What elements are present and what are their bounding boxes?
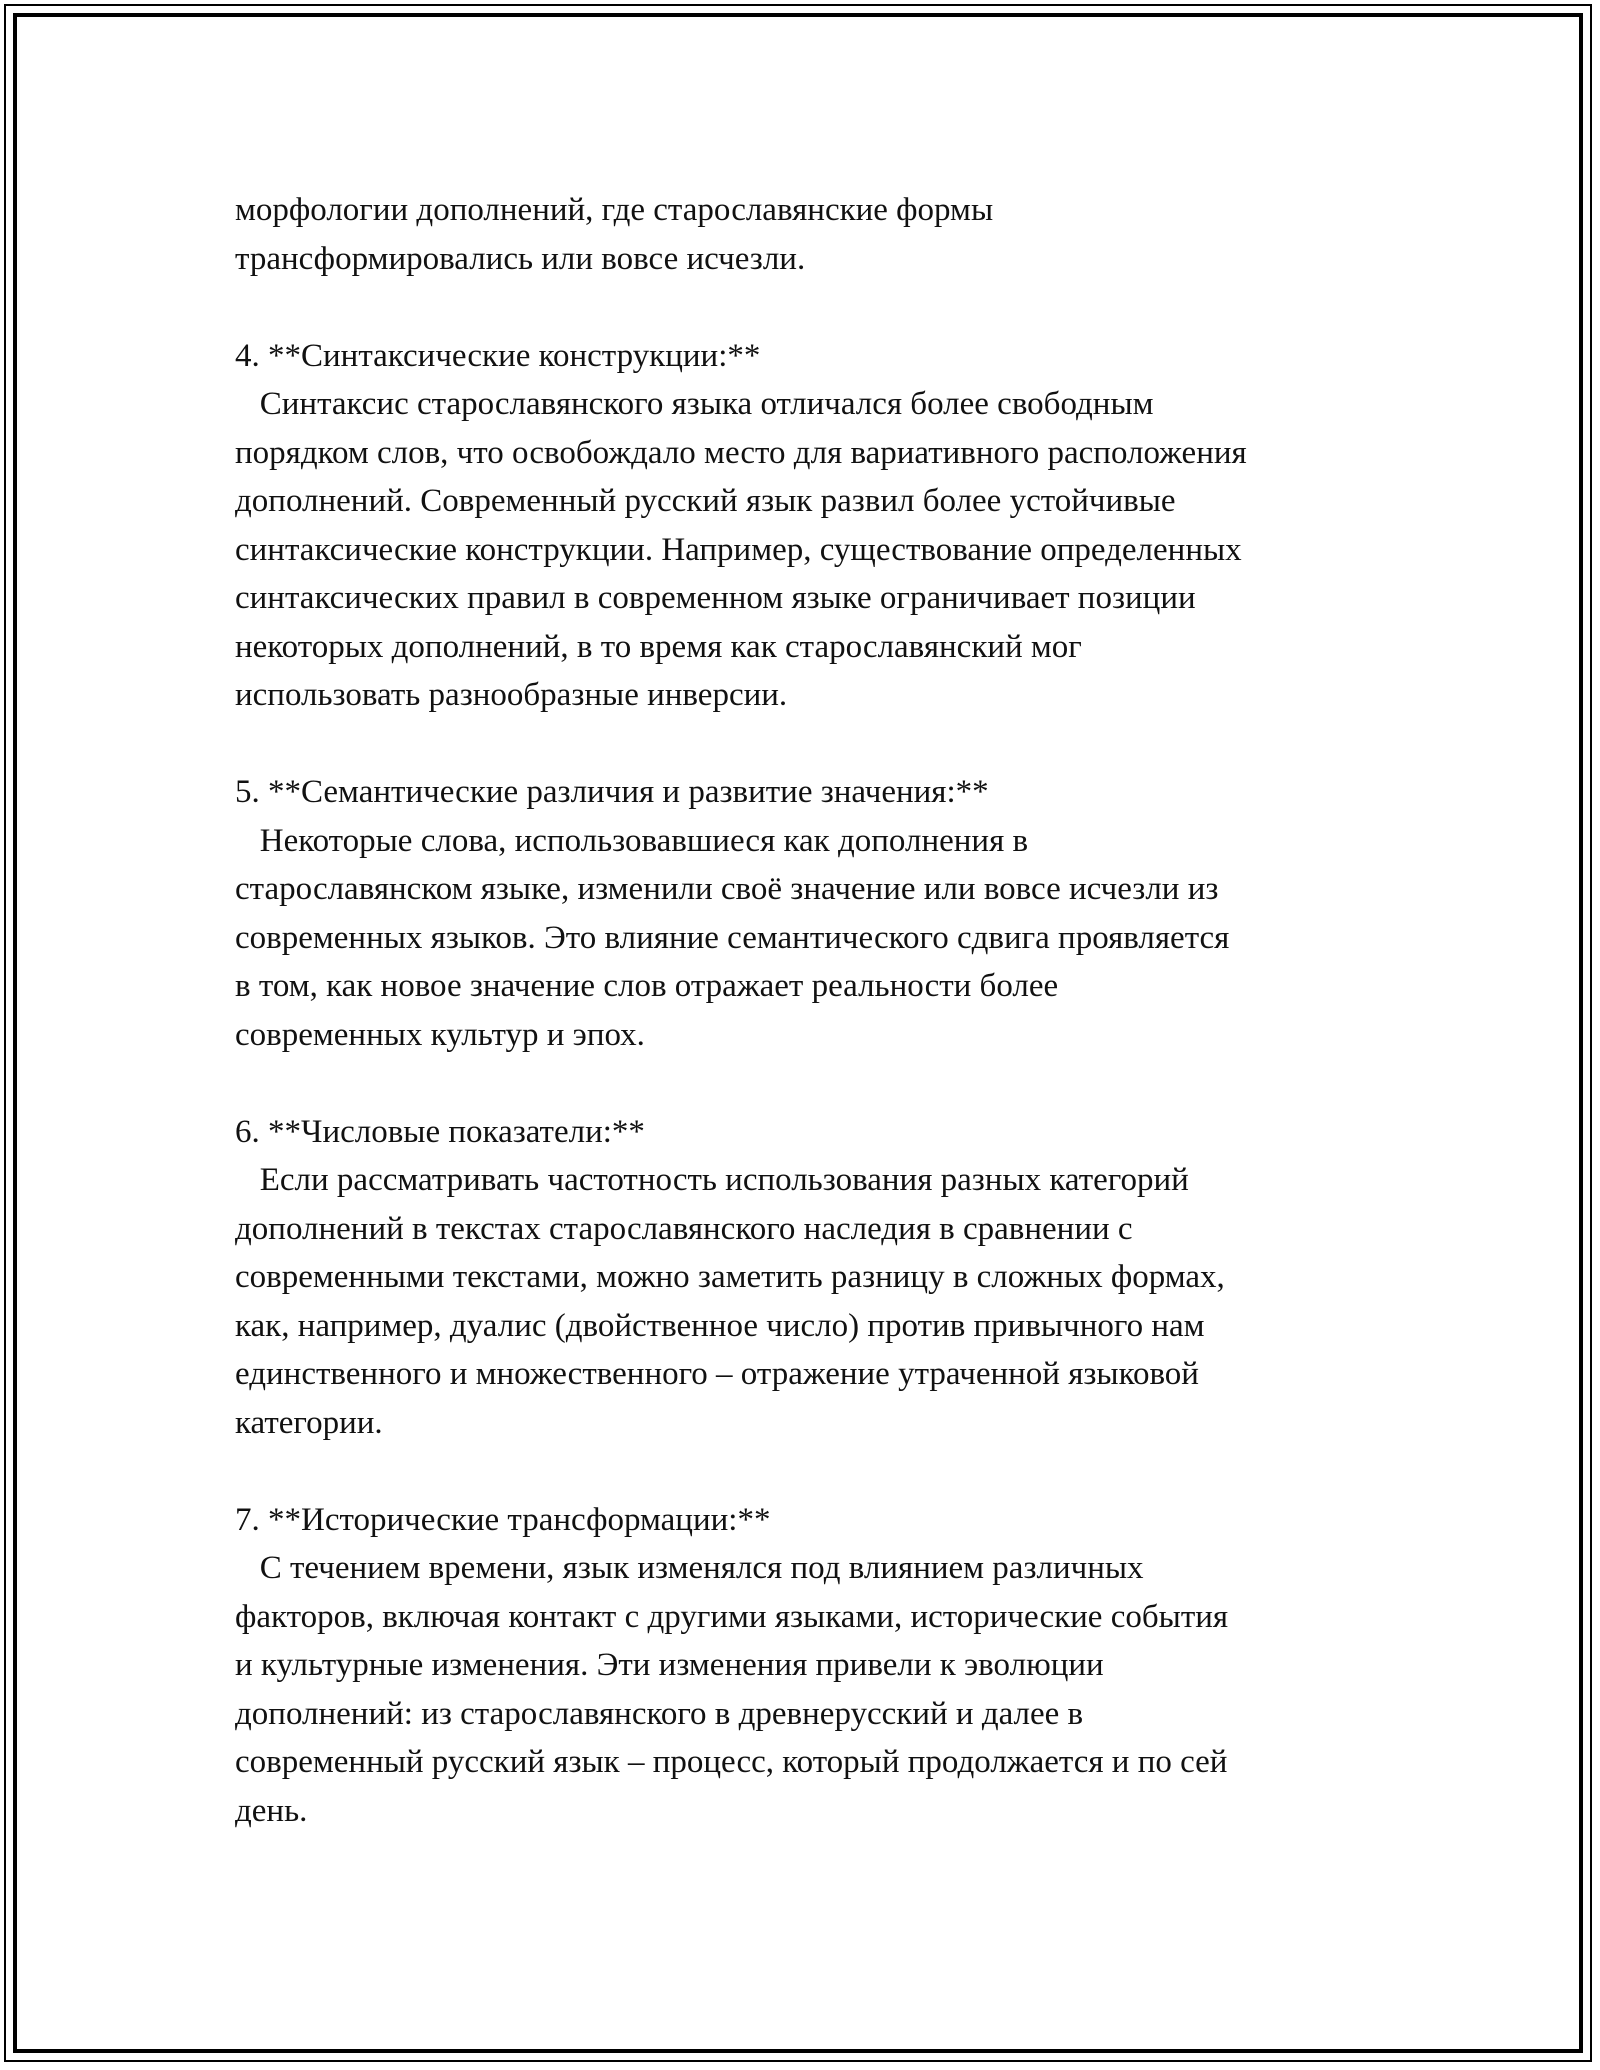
text-line: использовать разнообразные инверсии. [235,677,788,713]
text-line: современных языков. Это влияние семантического сдвига проявляется [235,919,1230,956]
text-line: Синтаксис старославянского языка отличался более свободным [235,386,1154,422]
text-line: старославянском языке, изменили своё значение или вовсе исчезли из [235,871,1219,907]
text-line: дополнений в текстах старославянского наследия в сравнении с [235,1210,1133,1247]
section-heading: 7. **Исторические трансформации:** [235,1501,771,1538]
text-line: дополнений: из старославянского в древнерусский и далее в [235,1695,1084,1732]
text-line: современный русский язык – процесс, который продолжается и по сей [235,1744,1228,1780]
text-line: порядком слов, что освобождало место для вариативного расположения [235,434,1247,471]
text-line: факторов, включая контакт с другими языками, исторические события [235,1598,1229,1635]
text-line: трансформировались или вовсе исчезли. [235,240,806,277]
text-line: современных культур и эпох. [235,1016,645,1053]
text-line: Некоторые слова, использовавшиеся как дополнения в [235,822,1029,859]
text-line: Если рассматривать частотность использования разных категорий [235,1162,1189,1198]
section-heading: 5. **Семантические различия и развитие значения:** [235,774,989,810]
text-line: синтаксические конструкции. Например, существование определенных [235,531,1242,568]
text-line: единственного и множественного – отражение утраченной языковой [235,1356,1199,1392]
text-line: в том, как новое значение слов отражает реальности более [235,968,1059,1004]
text-line: некоторых дополнений, в то время как старославянский мог [235,628,1082,665]
paragraph-gap [235,720,1415,769]
text-line: современными текстами, можно заметить разницу в сложных формах, [235,1259,1225,1295]
section-heading: 6. **Числовые показатели:** [235,1113,645,1150]
document-text [235,186,1415,1835]
section-heading: 4. **Синтаксические конструкции:** [235,337,761,374]
text-line: день. [235,1792,308,1829]
text-line: и культурные изменения. Эти изменения привели к эволюции [235,1647,1104,1683]
paragraph-gap [235,1447,1415,1496]
text-line: синтаксических правил в современном языке ограничивает позиции [235,580,1196,616]
paragraph-gap [235,283,1415,332]
paragraph-gap [235,1059,1415,1108]
text-line: дополнений. Современный русский язык развил более устойчивые [235,483,1176,519]
text-line: морфологии дополнений, где старославянские формы [235,192,994,228]
text-line: как, например, дуалис (двойственное число) против привычного нам [235,1307,1205,1344]
text-line: категории. [235,1404,383,1441]
text-line: С течением времени, язык изменялся под влиянием различных [235,1550,1144,1586]
